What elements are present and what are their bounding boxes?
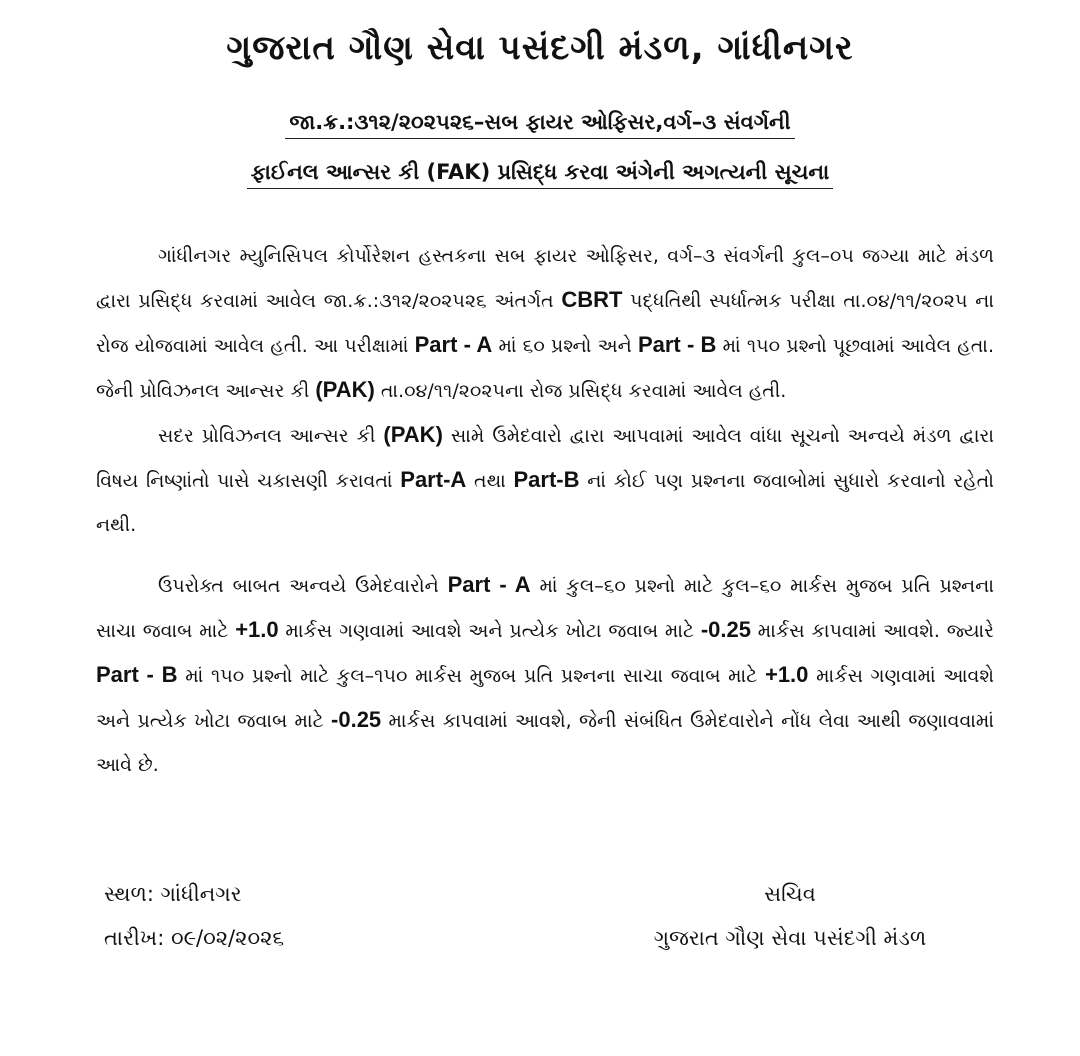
subtitle-line2-text: ફાઈનલ આન્સર કી (FAK) પ્રસિદ્ધ કરવા અંગેની અગત્યની સૂચના [247, 160, 833, 189]
bold-run: Part-B [513, 467, 580, 492]
text-run: માં ૧૫૦ પ્રશ્નો માટે કુલ–૧૫૦ માર્કસ મુજબ પ્રતિ પ્રશ્નના સાચા જવાબ માટે [177, 665, 765, 687]
bold-run: Part - A [447, 572, 531, 597]
footer-place-date [104, 872, 284, 960]
bold-run: Part - B [96, 662, 178, 687]
bold-run: +1.0 [764, 662, 809, 687]
text-run: માર્કસ ગણવામાં આવશે અને પ્રત્યેક ખોટા જવાબ માટે [96, 665, 994, 732]
text-run: માં ૬૦ પ્રશ્નો અને [492, 335, 638, 357]
bold-run: Part - B [637, 332, 717, 357]
bold-run: CBRT [561, 287, 623, 312]
bold-run: Part-A [400, 467, 467, 492]
place-line: સ્થળ: ગાંધીનગર [104, 882, 242, 906]
bold-run: Part - A [414, 332, 493, 357]
notice-subtitle-line2 [0, 160, 1080, 185]
bold-run: (PAK) [383, 422, 443, 447]
text-run: તથા [466, 470, 514, 492]
notice-subtitle-line1 [0, 110, 1080, 135]
subtitle-line1-text: જા.ક્ર.:૩૧૨/૨૦૨૫૨૬–સબ ફાયર ઓફિસર,વર્ગ–૩ સંવર્ગની [285, 110, 794, 139]
text-run: સદર પ્રોવિઝનલ આન્સર કી [158, 425, 384, 447]
text-run: ઉપરોક્ત બાબત અન્વયે ઉમેદવારોને [158, 575, 448, 597]
paragraph-marking-scheme [96, 563, 994, 787]
paragraph-exam-details [96, 234, 994, 413]
bold-run: +1.0 [235, 617, 279, 642]
text-run: માં કુલ–૬૦ પ્રશ્નો માટે કુલ–૬૦ માર્કસ મુજબ પ્રતિ પ્રશ્નના સાચા જવાબ માટે [96, 575, 994, 642]
text-run: સામે ઉમેદવારો દ્વારા આપવામાં આવેલ વાંધા સૂચનો અન્વયે મંડળ દ્વારા વિષય નિષ્ણાંતો પાસે ચકાસણી કરાવતાં [96, 425, 994, 492]
text-run: પદ્ધતિથી સ્પર્ધાત્મક પરીક્ષા તા.૦૪/૧૧/૨૦૨૫ ના રોજ યોજવામાં આવેલ હતી. આ પરીક્ષામાં [96, 290, 994, 357]
text-run: માર્કસ કાપવામાં આવશે, જેની સંબંધિત ઉમેદવારોને નોંધ લેવા આથી જણાવવામાં આવે છે. [96, 710, 995, 776]
footer-signatory [600, 872, 980, 960]
signatory-title: સચિવ [764, 882, 816, 906]
paragraph-objections [96, 413, 994, 547]
text-run: નાં કોઈ પણ પ્રશ્નના જવાબોમાં સુધારો કરવાનો રહેતો નથી. [96, 470, 995, 536]
bold-run: (PAK) [315, 377, 375, 402]
date-line: તારીખ: ૦૯/૦૨/૨૦૨૬ [104, 926, 285, 950]
text-run: માં ૧૫૦ પ્રશ્નો પૂછવામાં આવેલ હતા. જેની પ્રોવિઝનલ આન્સર કી [96, 335, 994, 402]
notice-body [96, 234, 994, 787]
text-run: ગાંધીનગર મ્યુનિસિપલ કોર્પોરેશન હસ્તકના સબ ફાયર ઓફિસર, વર્ગ–૩ સંવર્ગની કુલ–૦૫ જગ્યા માટે મંડળ દ્વારા પ્રસિદ્ધ કરવામાં આવેલ જા.ક્ર.:૩૧૨/૨૦૨૫૨૬ અંતર્ગત [96, 245, 994, 312]
text-run: માર્કસ ગણવામાં આવશે અને પ્રત્યેક ખોટા જવાબ માટે [278, 620, 701, 642]
bold-run: -0.25 [700, 617, 751, 642]
text-run: માર્કસ કાપવામાં આવશે. જ્યારે [751, 620, 994, 642]
document-title: ગુજરાત ગૌણ સેવા પસંદગી મંડળ, ગાંધીનગર [226, 28, 854, 68]
bold-run: -0.25 [331, 707, 382, 732]
text-run: તા.૦૪/૧૧/૨૦૨૫ના રોજ પ્રસિદ્ધ કરવામાં આવેલ હતી. [374, 380, 787, 402]
signatory-organization: ગુજરાત ગૌણ સેવા પસંદગી મંડળ [653, 926, 927, 950]
